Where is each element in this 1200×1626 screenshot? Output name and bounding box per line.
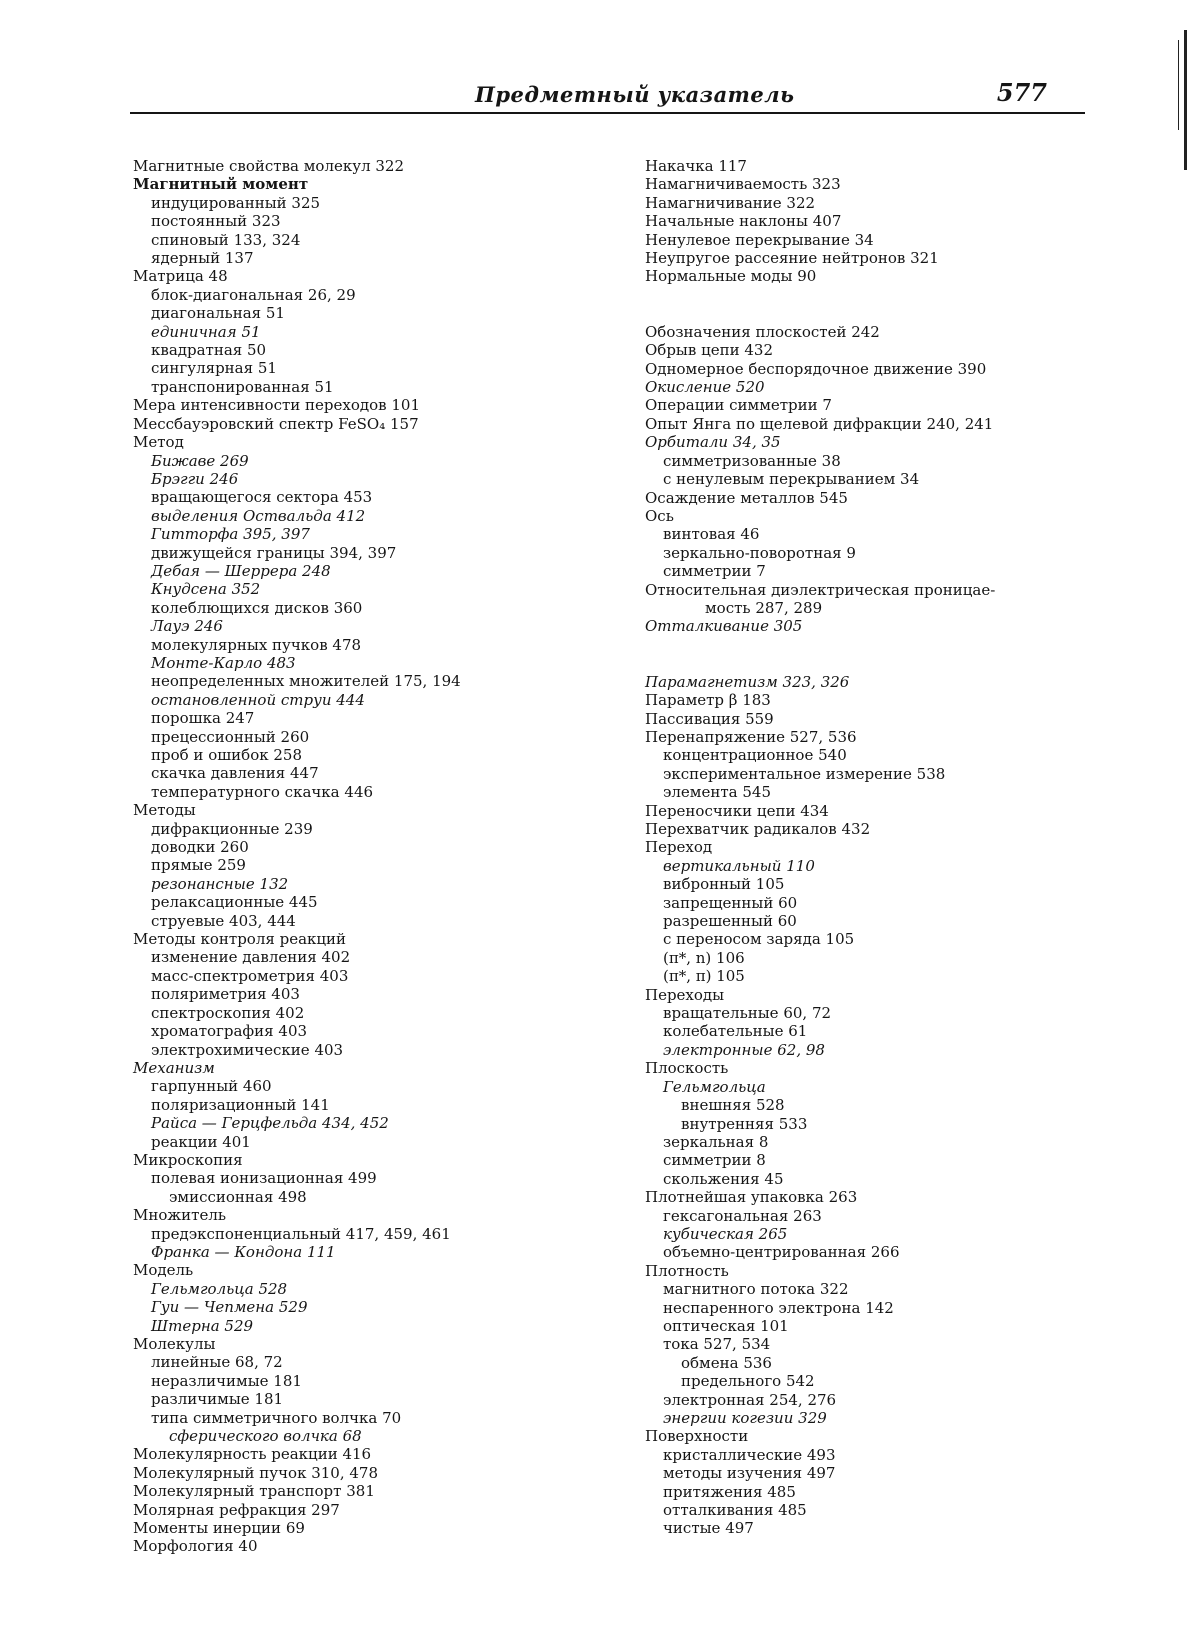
index-heading: Мессбауэровский спектр FeSO₄ 157 xyxy=(133,414,419,433)
index-subentry: дифракционные 239 xyxy=(151,819,313,838)
index-subentry: блок-диагональная 26, 29 xyxy=(151,285,356,304)
index-heading: Пассивация 559 xyxy=(645,709,774,728)
index-subentry: скачка давления 447 xyxy=(151,764,319,783)
index-heading: Намагничиваемость 323 xyxy=(645,175,841,194)
index-heading: Механизм xyxy=(133,1058,215,1077)
letter-section-gap xyxy=(645,636,1100,673)
index-subentry: электронная 254, 276 xyxy=(663,1390,837,1409)
index-subentry: разрешенный 60 xyxy=(663,912,797,931)
running-header xyxy=(130,80,1085,114)
index-subentry: неразличимые 181 xyxy=(151,1371,302,1390)
index-heading: Методы xyxy=(133,801,196,820)
index-heading: Молярная рефракция 297 xyxy=(133,1500,340,1519)
index-subentry: реакции 401 xyxy=(151,1132,251,1151)
index-subentry: Дебая — Шеррера 248 xyxy=(151,561,331,580)
index-subentry: Райса — Герцфельда 434, 452 xyxy=(151,1114,389,1133)
index-subentry: резонансные 132 xyxy=(151,874,289,893)
index-subentry: Штерна 529 xyxy=(151,1316,254,1335)
index-subentry: (π*, π) 105 xyxy=(663,967,745,986)
index-heading: Переносчики цепи 434 xyxy=(645,801,829,820)
index-subentry: поляризационный 141 xyxy=(151,1095,330,1114)
index-subentry: транспонированная 51 xyxy=(151,377,334,396)
index-heading: Обозначения плоскостей 242 xyxy=(645,322,880,341)
index-heading: Ось xyxy=(645,506,674,525)
index-subentry: релаксационные 445 xyxy=(151,893,318,912)
index-heading: Относительная диэлектрическая проницае- xyxy=(645,580,996,599)
index-subentry: сингулярная 51 xyxy=(151,359,277,378)
index-subentry: вращательные 60, 72 xyxy=(663,1004,832,1023)
index-heading: Опыт Янга по щелевой дифракции 240, 241 xyxy=(645,414,994,433)
index-subentry: движущейся границы 394, 397 xyxy=(151,543,397,562)
index-heading: Молекулярный транспорт 381 xyxy=(133,1482,375,1501)
index-subentry: выделения Оствальда 412 xyxy=(151,506,366,525)
index-subentry: порошка 247 xyxy=(151,709,255,728)
index-subentry: гексагональная 263 xyxy=(663,1206,822,1225)
index-subentry: эмиссионная 498 xyxy=(169,1187,307,1206)
index-heading: Метод xyxy=(133,433,184,452)
index-heading: Мера интенсивности переходов 101 xyxy=(133,396,421,415)
index-heading: Одномерное беспорядочное движение 390 xyxy=(645,359,987,378)
index-subentry: внешняя 528 xyxy=(681,1096,785,1115)
index-heading: Моменты инерции 69 xyxy=(133,1519,305,1538)
index-heading: Отталкивание 305 xyxy=(645,617,803,636)
index-subentry: спиновый 133, 324 xyxy=(151,230,301,249)
index-heading: Множитель xyxy=(133,1206,227,1225)
index-heading: Плотность xyxy=(645,1261,729,1280)
index-heading: Нормальные моды 90 xyxy=(645,267,817,286)
index-heading: Параметр β 183 xyxy=(645,691,771,710)
index-subentry: оптическая 101 xyxy=(663,1316,789,1335)
index-heading: Модель xyxy=(133,1261,194,1280)
index-subentry: масс-спектрометрия 403 xyxy=(151,966,349,985)
index-subentry: Брэгги 246 xyxy=(151,469,239,488)
index-heading: Поверхности xyxy=(645,1427,749,1446)
index-subentry: постоянный 323 xyxy=(151,212,281,231)
index-subentry: колеблющихся дисков 360 xyxy=(151,598,363,617)
index-heading: Плотнейшая упаковка 263 xyxy=(645,1188,858,1207)
index-subentry: объемно-центрированная 266 xyxy=(663,1243,900,1262)
index-subentry: предельного 542 xyxy=(681,1372,815,1391)
index-subentry: внутренняя 533 xyxy=(681,1114,808,1133)
index-subentry: запрещенный 60 xyxy=(663,893,798,912)
index-subentry: симметризованные 38 xyxy=(663,451,841,470)
index-heading: Неупругое рассеяние нейтронов 321 xyxy=(645,249,939,268)
index-subentry: сферического волчка 68 xyxy=(169,1427,362,1446)
index-subentry: Франка — Кондона 111 xyxy=(151,1242,336,1261)
index-subentry: (π*, n) 106 xyxy=(663,948,745,967)
index-subentry: квадратная 50 xyxy=(151,341,267,360)
index-subentry: температурного скачка 446 xyxy=(151,782,374,801)
index-subentry: с ненулевым перекрыванием 34 xyxy=(663,470,920,489)
index-subentry: Монте-Карло 483 xyxy=(151,653,296,672)
index-heading: Методы контроля реакций xyxy=(133,930,347,949)
index-subentry: ядерный 137 xyxy=(151,249,254,268)
index-subentry: различимые 181 xyxy=(151,1390,284,1409)
index-heading: Магнитный момент xyxy=(133,175,309,194)
index-subentry: прямые 259 xyxy=(151,856,246,875)
index-subentry: полевая ионизационная 499 xyxy=(151,1169,377,1188)
index-subentry: молекулярных пучков 478 xyxy=(151,635,362,654)
index-subentry: струевые 403, 444 xyxy=(151,911,296,930)
index-heading: Парамагнетизм 323, 326 xyxy=(645,672,850,691)
index-subentry: Лауэ 246 xyxy=(151,617,223,636)
index-subentry: остановленной струи 444 xyxy=(151,690,365,709)
index-heading: Намагничивание 322 xyxy=(645,193,816,212)
index-subentry: тока 527, 534 xyxy=(663,1335,771,1354)
index-heading: Морфология 40 xyxy=(133,1537,258,1556)
index-subentry: Бижаве 269 xyxy=(151,451,249,470)
page-number: 577 xyxy=(996,78,1047,107)
index-subentry: Гитторфа 395, 397 xyxy=(151,525,310,544)
index-subentry: притяжения 485 xyxy=(663,1482,796,1501)
index-heading: Переход xyxy=(645,838,713,857)
index-subentry: симметрии 7 xyxy=(663,562,766,581)
index-subentry: Гельмгольца 528 xyxy=(151,1279,288,1298)
index-subentry: Кнудсена 352 xyxy=(151,580,261,599)
index-subentry: колебательные 61 xyxy=(663,1022,808,1041)
index-heading: Перехватчик радикалов 432 xyxy=(645,820,871,838)
index-heading: Молекулы xyxy=(133,1335,216,1353)
index-column-left xyxy=(133,157,603,1556)
index-heading: Начальные наклоны 407 xyxy=(645,212,842,231)
index-subentry: гарпунный 460 xyxy=(151,1077,272,1096)
index-heading: Молекулярный пучок 310, 478 xyxy=(133,1463,379,1482)
index-subentry: прецессионный 260 xyxy=(151,727,310,746)
index-heading: Орбитали 34, 35 xyxy=(645,433,781,452)
index-subentry: концентрационное 540 xyxy=(663,746,847,765)
index-subentry: предэкспоненциальный 417, 459, 461 xyxy=(151,1224,451,1243)
index-subentry: зеркальная 8 xyxy=(663,1132,769,1151)
index-subentry: симметрии 8 xyxy=(663,1151,766,1170)
index-heading: Операции симметрии 7 xyxy=(645,396,832,415)
index-heading: Переходы xyxy=(645,985,725,1004)
index-subentry: методы изучения 497 xyxy=(663,1464,836,1483)
index-heading: Молекулярность реакции 416 xyxy=(133,1445,372,1464)
index-subentry: магнитного потока 322 xyxy=(663,1280,849,1299)
index-subentry: поляриметрия 403 xyxy=(151,985,300,1004)
index-subentry: скольжения 45 xyxy=(663,1169,784,1188)
index-subentry: единичная 51 xyxy=(151,322,261,341)
index-subentry: винтовая 46 xyxy=(663,525,760,544)
index-subentry: чистые 497 xyxy=(663,1519,754,1538)
index-subentry: с переносом заряда 105 xyxy=(663,930,855,949)
index-subentry: зеркально-поворотная 9 xyxy=(663,543,856,562)
header-title: Предметный указатель xyxy=(475,82,795,107)
index-subentry: неспаренного электрона 142 xyxy=(663,1298,894,1317)
index-subentry: диагональная 51 xyxy=(151,304,285,323)
index-heading: Ненулевое перекрывание 34 xyxy=(645,230,874,249)
index-subentry: Гельмгольца xyxy=(663,1077,766,1096)
index-subentry: Гуи — Чепмена 529 xyxy=(151,1298,308,1317)
index-continuation: мость 287, 289 xyxy=(705,598,823,617)
index-subentry: типа симметричного волчка 70 xyxy=(151,1408,402,1427)
index-subentry: неопределенных множителей 175, 194 xyxy=(151,672,461,691)
index-subentry: кристаллические 493 xyxy=(663,1445,836,1464)
index-heading: Окисление 520 xyxy=(645,378,765,397)
index-subentry: доводки 260 xyxy=(151,838,249,857)
index-subentry: обмена 536 xyxy=(681,1353,772,1372)
index-subentry: электрохимические 403 xyxy=(151,1040,344,1059)
index-subentry: экспериментальное измерение 538 xyxy=(663,764,946,783)
index-subentry: кубическая 265 xyxy=(663,1224,788,1243)
scan-edge-line xyxy=(1184,30,1187,170)
index-subentry: вращающегося сектора 453 xyxy=(151,488,373,507)
index-subentry: отталкивания 485 xyxy=(663,1501,807,1520)
index-heading: Микроскопия xyxy=(133,1150,243,1169)
index-column-right xyxy=(645,157,1100,1538)
index-heading: Плоскость xyxy=(645,1059,729,1078)
index-subentry: электронные 62, 98 xyxy=(663,1040,825,1059)
index-heading: Обрыв цепи 432 xyxy=(645,341,773,360)
index-heading: Накачка 117 xyxy=(645,157,747,175)
index-heading: Магнитные свойства молекул 322 xyxy=(133,157,404,175)
letter-section-gap xyxy=(645,286,1100,323)
scan-edge-line-thin xyxy=(1178,40,1179,130)
index-subentry: хроматография 403 xyxy=(151,1022,308,1041)
index-subentry: вибронный 105 xyxy=(663,875,785,894)
index-heading: Перенапряжение 527, 536 xyxy=(645,727,857,746)
index-subentry: индуцированный 325 xyxy=(151,193,321,212)
index-heading: Осаждение металлов 545 xyxy=(645,488,848,507)
index-subentry: энергии когезии 329 xyxy=(663,1409,827,1427)
index-subentry: изменение давления 402 xyxy=(151,948,351,967)
index-subentry: элемента 545 xyxy=(663,783,771,802)
index-subentry: проб и ошибок 258 xyxy=(151,746,303,764)
index-subentry: спектроскопия 402 xyxy=(151,1003,305,1022)
index-subentry: вертикальный 110 xyxy=(663,856,815,875)
index-subentry: линейные 68, 72 xyxy=(151,1353,283,1372)
index-heading: Матрица 48 xyxy=(133,267,228,286)
